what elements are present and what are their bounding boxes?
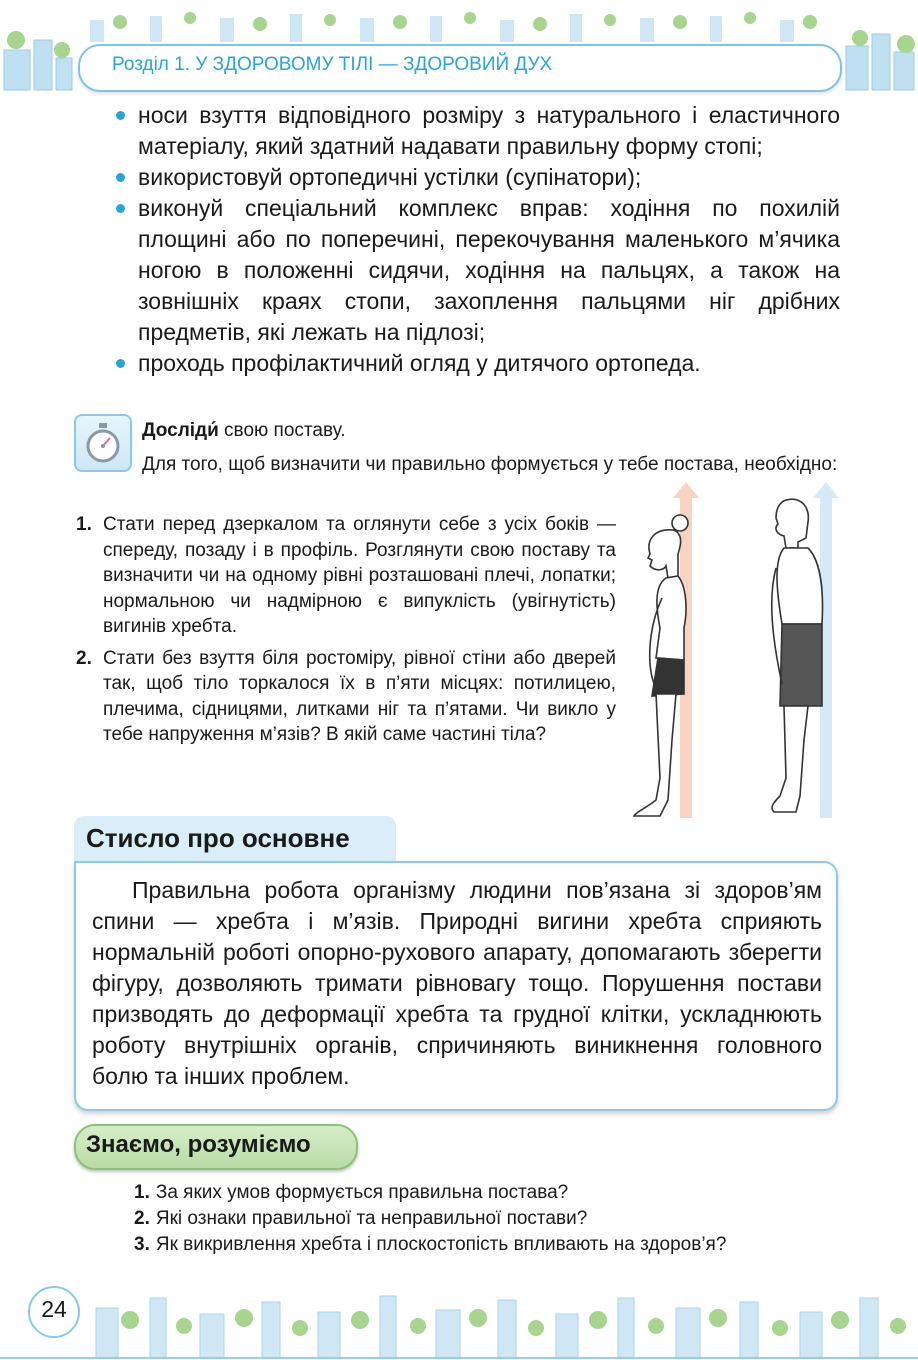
girl-profile-figure — [634, 515, 688, 816]
research-title-rest: свою поставу. — [218, 420, 346, 441]
question-number: 1. — [134, 1182, 150, 1203]
list-item: використовуй ортопедичні устілки (супінатори); — [116, 162, 840, 193]
list-item — [134, 1180, 844, 1206]
question-text: Як викривлення хребта і плоскостопість впливають на здоров’я? — [155, 1234, 727, 1255]
section-title: У ЗДОРОВОМУ ТІЛІ — ЗДОРОВИЙ ДУХ — [195, 54, 553, 75]
list-item: носи взуття відповідного розміру з натурального і еластичного матеріалу, який здатний надавати правильну форму стопі; — [116, 100, 840, 162]
stopwatch-icon — [74, 414, 132, 472]
step-number: 1. — [76, 514, 92, 535]
city-skyline-bottom-decoration — [0, 1268, 918, 1360]
bullet-list — [116, 100, 840, 379]
summary-title: Стисло про основне — [86, 823, 350, 853]
page-number: 24 — [41, 1296, 67, 1322]
question-number: 2. — [134, 1208, 150, 1229]
boy-profile-figure — [772, 499, 823, 812]
list-item: проходь профілактичний огляд у дитячого ортопеда. — [116, 348, 840, 379]
list-item — [76, 646, 616, 748]
question-text: Які ознаки правильної та неправильної постави? — [155, 1208, 588, 1229]
questions-list — [134, 1180, 844, 1258]
research-title — [142, 420, 346, 442]
summary-text: Правильна робота організму людини пов’язана зі здоров’ям спини — хребта і м’язів. Природні вигини хребта сприяють нормальній роботі опорно-рухового апарату, допомагають зберегти фігуру, дозволяють тримати рівновагу тощо. Порушення постави призводять до деформації хребта та грудної клітки, ускладнюють роботу внутрішніх органів, спричиняють виникнення головного болю та інших проблем. — [92, 877, 822, 1089]
research-intro: Для того, щоб визначити чи правильно формується у тебе постава, необхідно: — [142, 454, 838, 475]
list-item: виконуй спеціальний комплекс вправ: ходіння по похилій площині або по поперечині, перекочування маленького м’ячика ногою в положенні сидячи, ходіння на пальцях, а також на зовнішніх краях стопи, захоплення пальцями ніг дрібних предметів, які лежать на підлозі; — [116, 193, 840, 348]
step-number: 2. — [76, 647, 92, 669]
question-text: За яких умов формується правильна постава? — [155, 1182, 569, 1203]
section-label: Розділ 1. — [112, 54, 191, 75]
list-item — [76, 512, 616, 640]
list-item — [134, 1206, 844, 1232]
questions-title: Знаємо, розуміємо — [86, 1131, 311, 1158]
step-text: Стати без взуття біля ростоміру, рівної стіни або дверей так, щоб тіло торкалося їх в п’яти місцях: потилицею, плечима, сідницями, литками ніг та п’ятами. Чи викло у тебе напруження м’язів? В якій саме частині тіла? — [103, 647, 616, 745]
posture-illustration — [626, 478, 846, 823]
question-number: 3. — [134, 1234, 150, 1255]
research-steps — [76, 512, 616, 754]
section-header — [112, 54, 552, 76]
step-text: Стати перед дзеркалом та оглянути себе з усіх боків — спереду, позаду і в профіль. Розглянути свою поставу та визначити чи на одному рівні розташовані плечі, лопатки; нормальною чи надмірною є випуклість (увігнутість) вигинів хребта. — [103, 514, 616, 637]
list-item — [134, 1232, 844, 1258]
research-title-bold: Досліди́ — [142, 420, 219, 441]
